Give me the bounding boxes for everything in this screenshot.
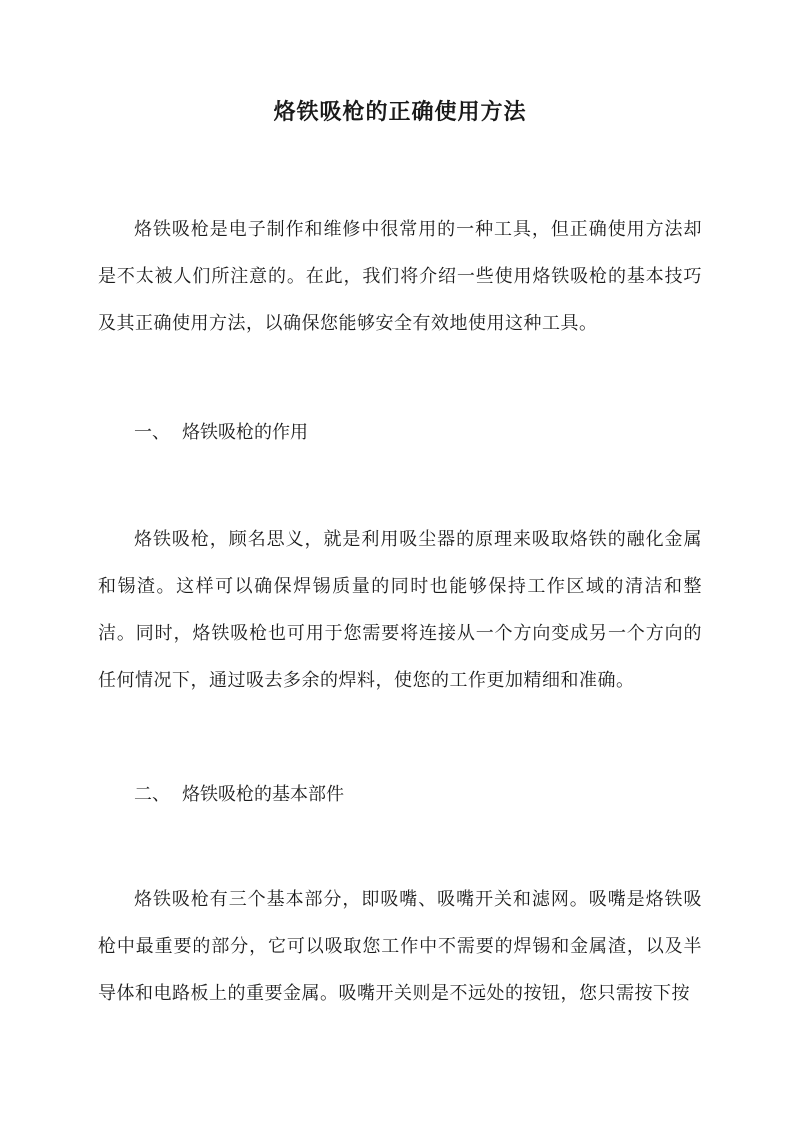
section-title-1: 烙铁吸枪的作用 [182, 422, 308, 443]
section-heading-1 [134, 418, 308, 448]
section-number-2: 二、 [134, 784, 170, 805]
section-heading-2 [134, 780, 344, 810]
section-title-2: 烙铁吸枪的基本部件 [182, 784, 344, 805]
document-title: 烙铁吸枪的正确使用方法 [273, 99, 527, 125]
section-number-1: 一、 [134, 422, 170, 443]
section-body-1: 烙铁吸枪，顾名思义，就是利用吸尘器的原理来吸取烙铁的融化金属和锡渣。这样可以确保焊锡质量的同时也能够保持工作区域的清洁和整洁。同时，烙铁吸枪也可用于您需要将连接从一个方向变成另一个方向的任何情况下，通过吸去多余的焊料，使您的工作更加精细和准确。 [98, 529, 702, 691]
intro-paragraph: 烙铁吸枪是电子制作和维修中很常用的一种工具，但正确使用方法却是不太被人们所注意的。在此，我们将介绍一些使用烙铁吸枪的基本技巧及其正确使用方法，以确保您能够安全有效地使用这种工具。 [98, 219, 702, 334]
section-body-2: 烙铁吸枪有三个基本部分，即吸嘴、吸嘴开关和滤网。吸嘴是烙铁吸枪中最重要的部分，它可以吸取您工作中不需要的焊锡和金属渣，以及半导体和电路板上的重要金属。吸嘴开关则是不远处的按钮，您只需按下按 [98, 889, 702, 1004]
